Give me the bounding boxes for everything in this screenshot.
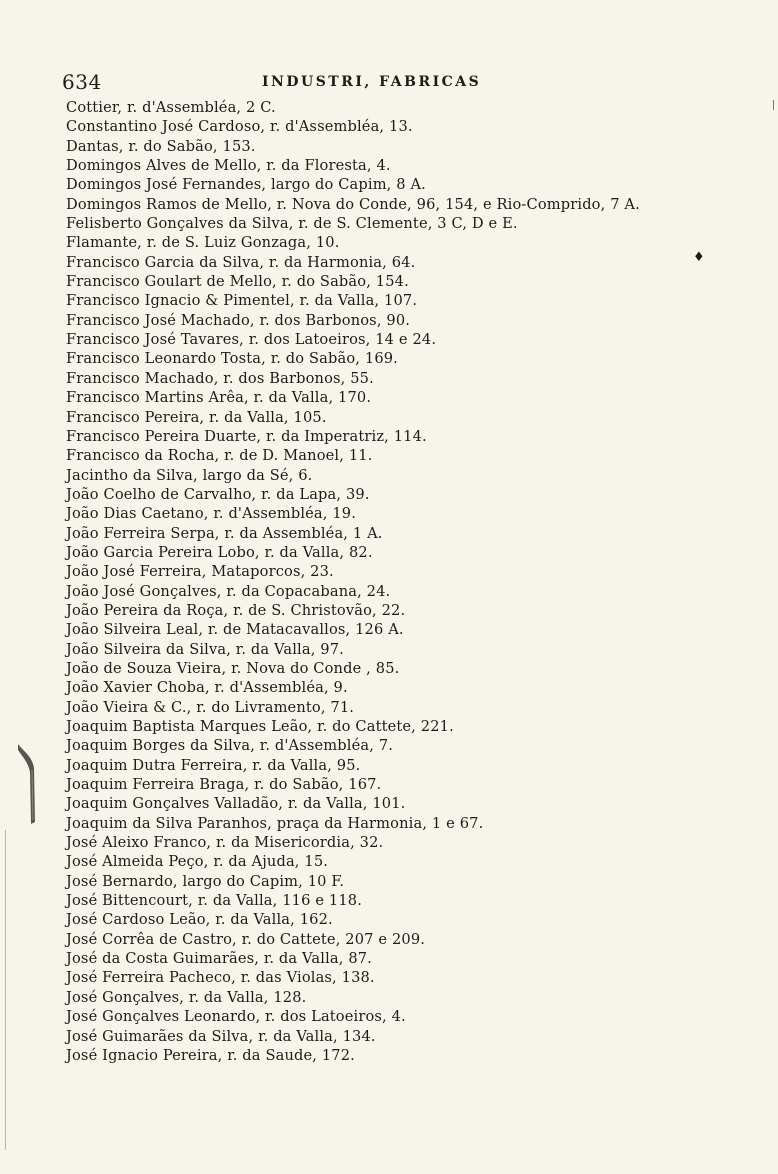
directory-entry: José Gonçalves Leonardo, r. dos Latoeiros, 4.: [66, 1008, 406, 1026]
directory-entry: Flamante, r. de S. Luiz Gonzaga, 10.: [66, 234, 340, 252]
margin-tick: [773, 100, 774, 110]
directory-entry: Dantas, r. do Sabão, 153.: [66, 137, 256, 155]
directory-entry: João Ferreira Serpa, r. da Assembléa, 1 A.: [66, 524, 383, 542]
directory-entry: Joaquim Baptista Marques Leão, r. do Cattete, 221.: [66, 718, 454, 735]
directory-entry: Joaquim Ferreira Braga, r. do Sabão, 167.: [66, 776, 382, 794]
directory-entry: José Aleixo Franco, r. da Misericordia, 32.: [66, 834, 384, 852]
directory-entry: José da Costa Guimarães, r. da Valla, 87.: [66, 950, 372, 968]
directory-entry: João Coelho de Carvalho, r. da Lapa, 39.: [66, 485, 370, 503]
directory-entry: Domingos Ramos de Mello, r. Nova do Conde, 96, 154, e Rio-Comprido, 7 A.: [66, 195, 640, 213]
directory-entry: João de Souza Vieira, r. Nova do Conde , 85.: [66, 659, 400, 677]
directory-entry: Francisco Ignacio & Pimentel, r. da Valla, 107.: [66, 292, 418, 310]
directory-entry: José Cardoso Leão, r. da Valla, 162.: [66, 911, 333, 929]
directory-entry: Joaquim da Silva Paranhos, praça da Harmonia, 1 e 67.: [66, 814, 484, 832]
directory-entry: João Pereira da Roça, r. de S. Christovão, 22.: [66, 601, 406, 619]
bookmark-ribbon-scan-artifact: [16, 742, 38, 826]
directory-entry: João Garcia Pereira Lobo, r. da Valla, 82.: [66, 543, 373, 561]
directory-entry: Francisco José Tavares, r. dos Latoeiros, 14 e 24.: [66, 331, 437, 349]
directory-entry: Cottier, r. d'Assembléa, 2 C.: [66, 99, 276, 116]
directory-entry: Francisco Machado, r. dos Barbonos, 55.: [66, 369, 374, 387]
directory-entry: João Silveira da Silva, r. da Valla, 97.: [66, 640, 344, 658]
directory-entry: João Silveira Leal, r. de Matacavallos, 126 A.: [66, 621, 404, 639]
directory-entry: José Corrêa de Castro, r. do Cattete, 207 e 209.: [66, 930, 426, 948]
directory-entry: José Ignacio Pereira, r. da Saude, 172.: [66, 1046, 355, 1064]
directory-entry: Francisco Pereira Duarte, r. da Imperatriz, 114.: [66, 427, 427, 445]
directory-entry: José Guimarães da Silva, r. da Valla, 134.: [66, 1027, 376, 1045]
directory-entry: João Vieira & C., r. do Livramento, 71.: [66, 698, 355, 716]
directory-entry: João Xavier Choba, r. d'Assembléa, 9.: [66, 679, 348, 697]
page-number: 634: [62, 70, 102, 94]
directory-entry: Francisco Leonardo Tosta, r. do Sabão, 169.: [66, 350, 398, 368]
directory-entry: Francisco Pereira, r. da Valla, 105.: [66, 408, 327, 426]
directory-entry: Francisco José Machado, r. dos Barbonos, 90.: [66, 311, 411, 329]
directory-entry: José Ferreira Pacheco, r. das Violas, 138.: [66, 969, 375, 987]
directory-entry: Joaquim Gonçalves Valladão, r. da Valla, 101.: [66, 795, 406, 813]
directory-entry: José Bittencourt, r. da Valla, 116 e 118.: [66, 892, 362, 910]
scan-edge-line: [5, 830, 6, 1150]
ink-mark: ♦: [693, 250, 705, 265]
directory-entry: José Gonçalves, r. da Valla, 128.: [66, 988, 307, 1006]
directory-entry: Felisberto Gonçalves da Silva, r. de S. Clemente, 3 C, D e E.: [66, 215, 518, 233]
directory-entry: José Almeida Peço, r. da Ajuda, 15.: [66, 853, 329, 871]
directory-entry: Joaquim Borges da Silva, r. d'Assembléa, 7.: [66, 737, 394, 755]
directory-entry: Domingos Alves de Mello, r. da Floresta, 4.: [66, 157, 391, 175]
directory-entry: Francisco Martins Arêa, r. da Valla, 170.: [66, 389, 372, 407]
directory-entry: Francisco Goulart de Mello, r. do Sabão, 154.: [66, 273, 409, 291]
directory-entry: Joaquim Dutra Ferreira, r. da Valla, 95.: [66, 756, 361, 774]
directory-entry-list: [66, 98, 766, 1065]
directory-entry: Francisco Garcia da Silva, r. da Harmonia, 64.: [66, 253, 416, 271]
directory-entry: Jacintho da Silva, largo da Sé, 6.: [66, 466, 313, 484]
directory-entry: José Bernardo, largo do Capim, 10 F.: [66, 872, 345, 890]
page-header: [62, 70, 702, 94]
directory-entry: Constantino José Cardoso, r. d'Assembléa, 13.: [66, 118, 413, 136]
directory-entry: Domingos José Fernandes, largo do Capim, 8 A.: [66, 176, 426, 194]
directory-entry: Francisco da Rocha, r. de D. Manoel, 11.: [66, 447, 373, 465]
directory-entry: João Dias Caetano, r. d'Assembléa, 19.: [66, 505, 357, 523]
directory-entry: João José Gonçalves, r. da Copacabana, 24.: [66, 582, 391, 600]
running-head: INDUSTRI, FABRICAS: [262, 74, 482, 90]
directory-entry: João José Ferreira, Mataporcos, 23.: [66, 563, 334, 581]
